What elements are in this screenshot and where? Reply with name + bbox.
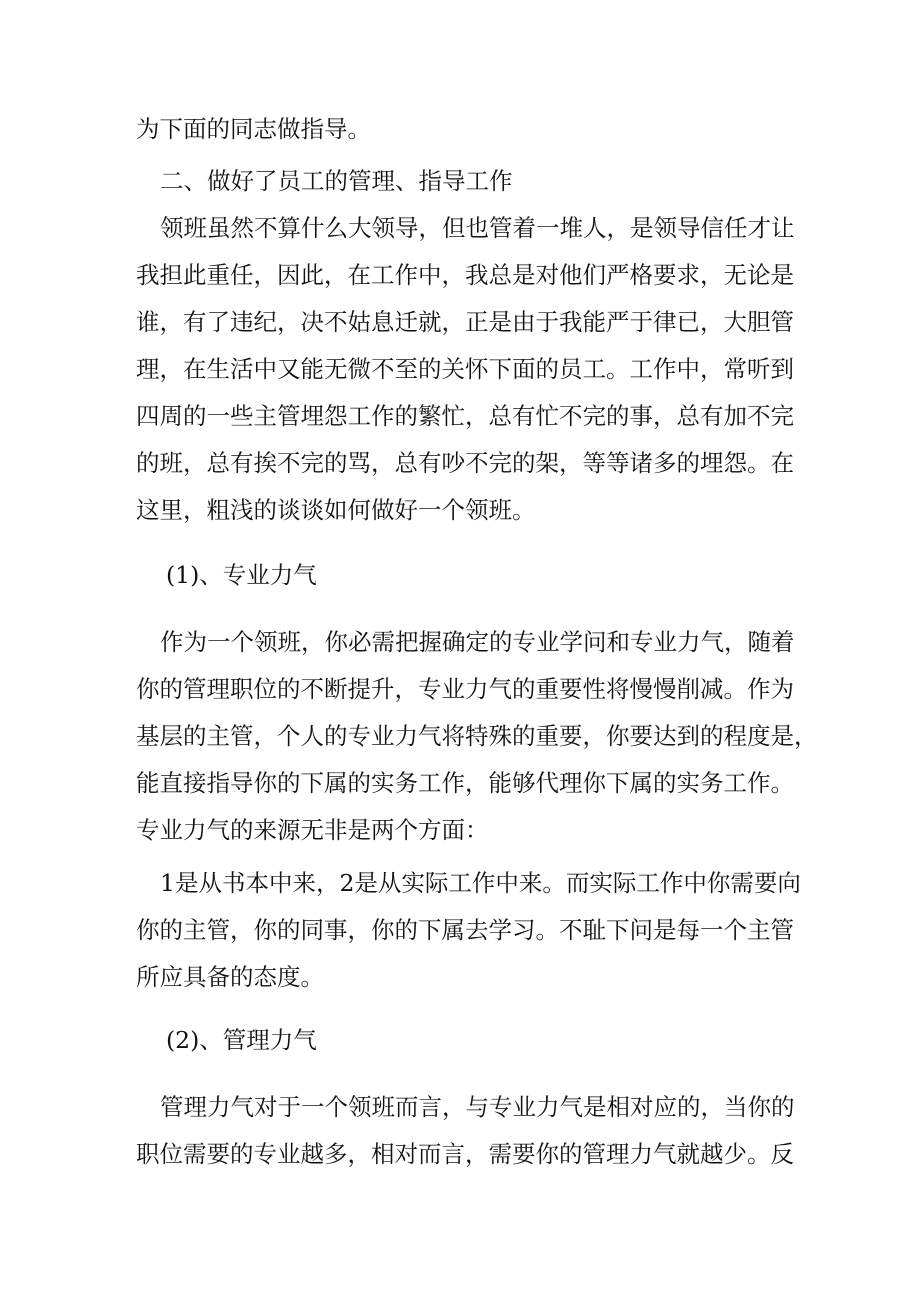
paragraph-line: 能直接指导你的下属的实务工作，能够代理你下属的实务工作。	[136, 769, 794, 797]
paragraph-line: 领班虽然不算什么大领导，但也管着一堆人，是领导信任才让	[160, 214, 795, 242]
paragraph-line: 你的管理职位的不断提升，专业力气的重要性将慢慢削减。作为	[136, 675, 794, 703]
subsection-heading: (1)、专业力气	[166, 561, 317, 589]
paragraph-line: 职位需要的专业越多，相对而言，需要你的管理力气就越少。反	[136, 1140, 794, 1168]
paragraph-line: 管理力气对于一个领班而言，与专业力气是相对应的，当你的	[160, 1093, 795, 1121]
subsection-heading: (2)、管理力气	[166, 1026, 317, 1054]
paragraph-line: 的班，总有挨不完的骂，总有吵不完的架，等等诸多的埋怨。在	[136, 449, 794, 477]
paragraph-line: 作为一个领班，你必需把握确定的专业学问和专业力气，随着	[160, 628, 795, 656]
paragraph-line: 理，在生活中又能无微不至的关怀下面的员工。工作中，常听到	[136, 355, 794, 383]
paragraph-line: 1是从书本中来，2是从实际工作中来。而实际工作中你需要向	[160, 869, 801, 897]
paragraph-line: 我担此重任，因此，在工作中，我总是对他们严格要求，无论是	[136, 261, 794, 289]
paragraph-line: 四周的一些主管埋怨工作的繁忙，总有忙不完的事，总有加不完	[136, 402, 794, 430]
paragraph-line: 谁，有了违纪，决不姑息迁就，正是由于我能严于律已，大胆管	[136, 308, 794, 336]
paragraph-line: 这里，粗浅的谈谈如何做好一个领班。	[136, 496, 536, 524]
paragraph-line: 你的主管，你的同事，你的下属去学习。不耻下问是每一个主管	[136, 916, 794, 944]
section-heading: 二、做好了员工的管理、指导工作	[160, 167, 513, 195]
continuation-line: 为下面的同志做指导。	[136, 115, 371, 143]
paragraph-line: 专业力气的来源无非是两个方面：	[136, 816, 489, 844]
paragraph-line: 所应具备的态度。	[136, 963, 324, 991]
paragraph-line: 基层的主管，个人的专业力气将特殊的重要，你要达到的程度是，	[136, 722, 818, 750]
